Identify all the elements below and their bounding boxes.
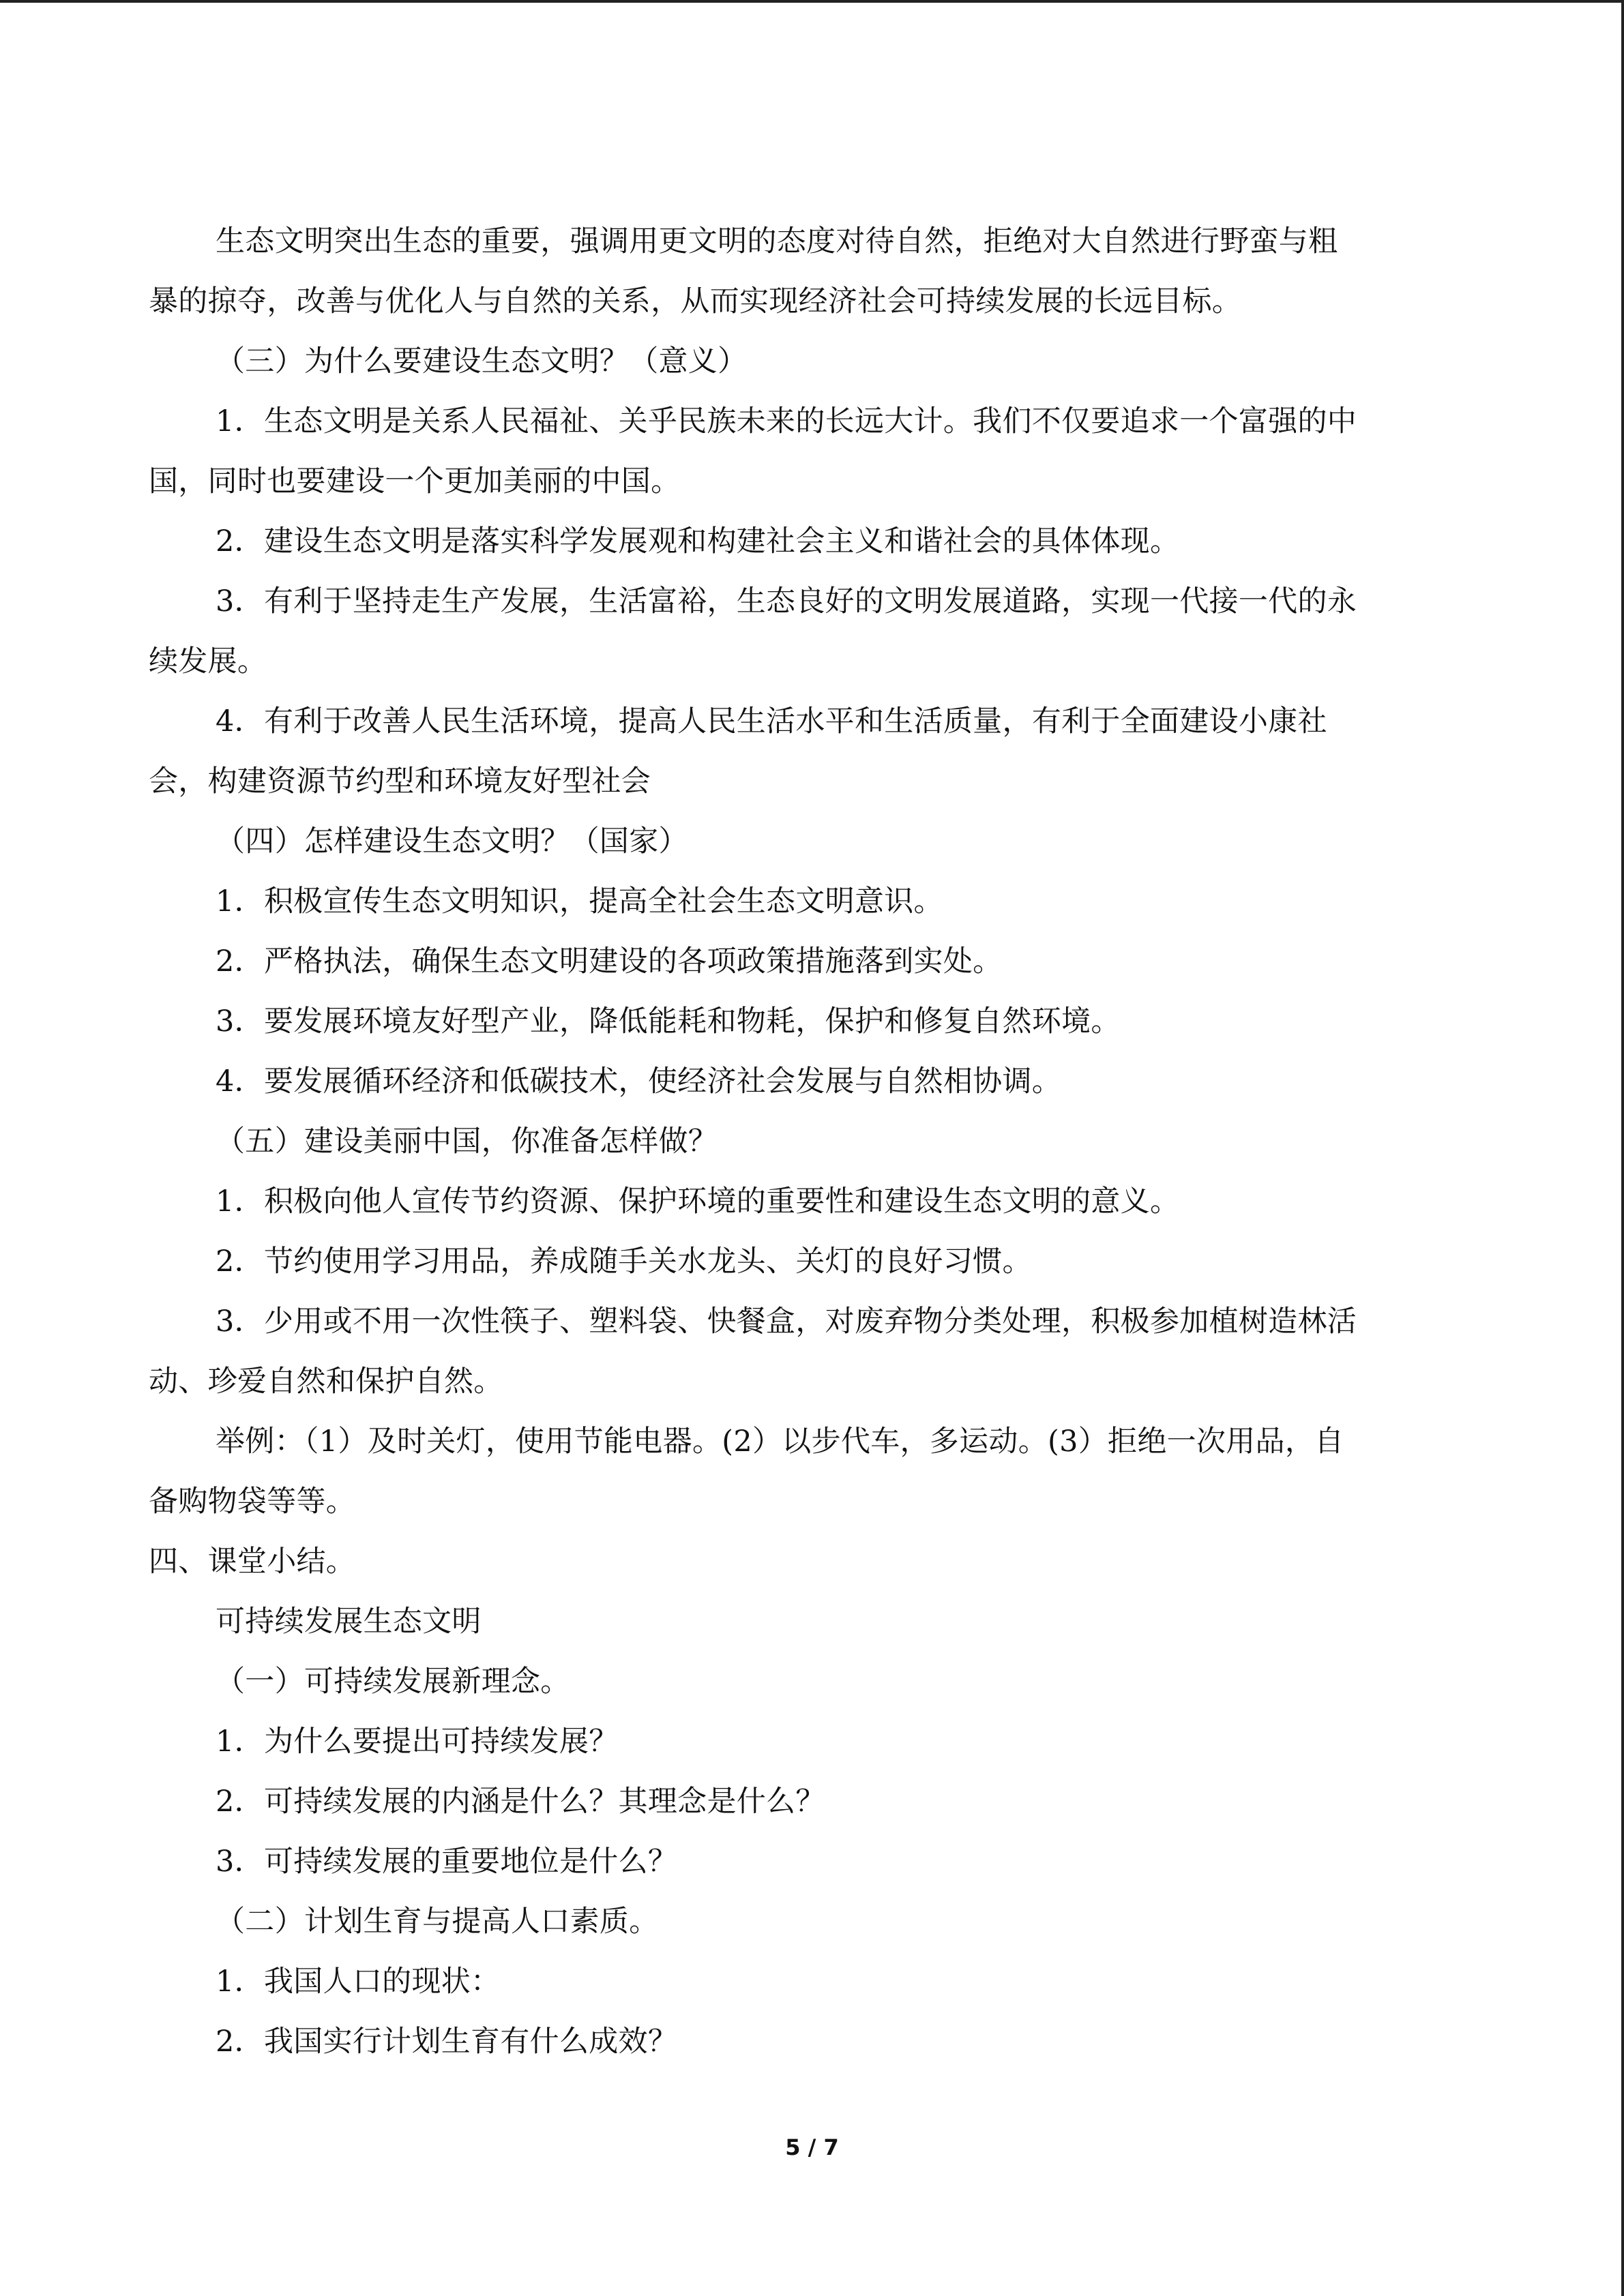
text-line: 国，同时也要建设一个更加美丽的中国。 (149, 464, 681, 498)
text-line: 2．建设生态文明是落实科学发展观和构建社会主义和谐社会的具体体现。 (216, 524, 1180, 558)
text-line: 1．我国人口的现状： (216, 1965, 501, 1999)
text-line: （二）计划生育与提高人口素质。 (216, 1905, 659, 1939)
text-line: （一）可持续发展新理念。 (216, 1665, 570, 1699)
text-line: 续发展。 (149, 644, 267, 679)
text-line: 1．为什么要提出可持续发展？ (216, 1725, 619, 1759)
text-line: 生态文明突出生态的重要，强调用更文明的态度对待自然，拒绝对大自然进行野蛮与粗 (216, 224, 1338, 258)
text-line: 2．可持续发展的内涵是什么？其理念是什么？ (216, 1785, 825, 1819)
text-line: 2．我国实行计划生育有什么成效？ (216, 2025, 678, 2059)
text-line: 3．可持续发展的重要地位是什么？ (216, 1845, 678, 1879)
text-line: 暴的掠夺，改善与优化人与自然的关系，从而实现经济社会可持续发展的长远目标。 (149, 284, 1242, 318)
text-line: 1．生态文明是关系人民福祉、关乎民族未来的长远大计。我们不仅要追求一个富强的中 (216, 404, 1357, 438)
text-line: （四）怎样建设生态文明？（国家） (216, 824, 688, 859)
text-line: 3．有利于坚持走生产发展，生活富裕，生态良好的文明发展道路，实现一代接一代的永 (216, 584, 1357, 618)
text-line: （三）为什么要建设生态文明？（意义） (216, 344, 748, 378)
text-line: 2．节约使用学习用品，养成随手关水龙头、关灯的良好习惯。 (216, 1244, 1032, 1279)
text-line: 1．积极向他人宣传节约资源、保护环境的重要性和建设生态文明的意义。 (216, 1184, 1180, 1219)
document-body (149, 211, 1475, 2072)
text-line: 4．要发展循环经济和低碳技术，使经济社会发展与自然相协调。 (216, 1064, 1062, 1099)
text-line: 会，构建资源节约型和环境友好型社会 (149, 764, 651, 799)
text-line: 4．有利于改善人民生活环境，提高人民生活水平和生活质量，有利于全面建设小康社 (216, 704, 1327, 739)
page-number: 5 / 7 (785, 2134, 839, 2160)
text-line: 举例：（1）及时关灯，使用节能电器。(2）以步代车，多运动。(3）拒绝一次用品，自 (216, 1425, 1344, 1459)
text-line: 3．少用或不用一次性筷子、塑料袋、快餐盒，对废弃物分类处理，积极参加植树造林活 (216, 1304, 1357, 1339)
text-line: 动、珍爱自然和保护自然。 (149, 1365, 503, 1399)
text-line: 3．要发展环境友好型产业，降低能耗和物耗，保护和修复自然环境。 (216, 1004, 1121, 1039)
text-line: 四、课堂小结。 (149, 1545, 356, 1579)
text-line: 备购物袋等等。 (149, 1485, 356, 1519)
text-line: （五）建设美丽中国，你准备怎样做？ (216, 1124, 718, 1159)
text-line: 可持续发展生态文明 (216, 1605, 482, 1639)
text-line: 2．严格执法，确保生态文明建设的各项政策措施落到实处。 (216, 944, 1003, 979)
text-line: 1．积极宣传生态文明知识，提高全社会生态文明意识。 (216, 884, 943, 919)
